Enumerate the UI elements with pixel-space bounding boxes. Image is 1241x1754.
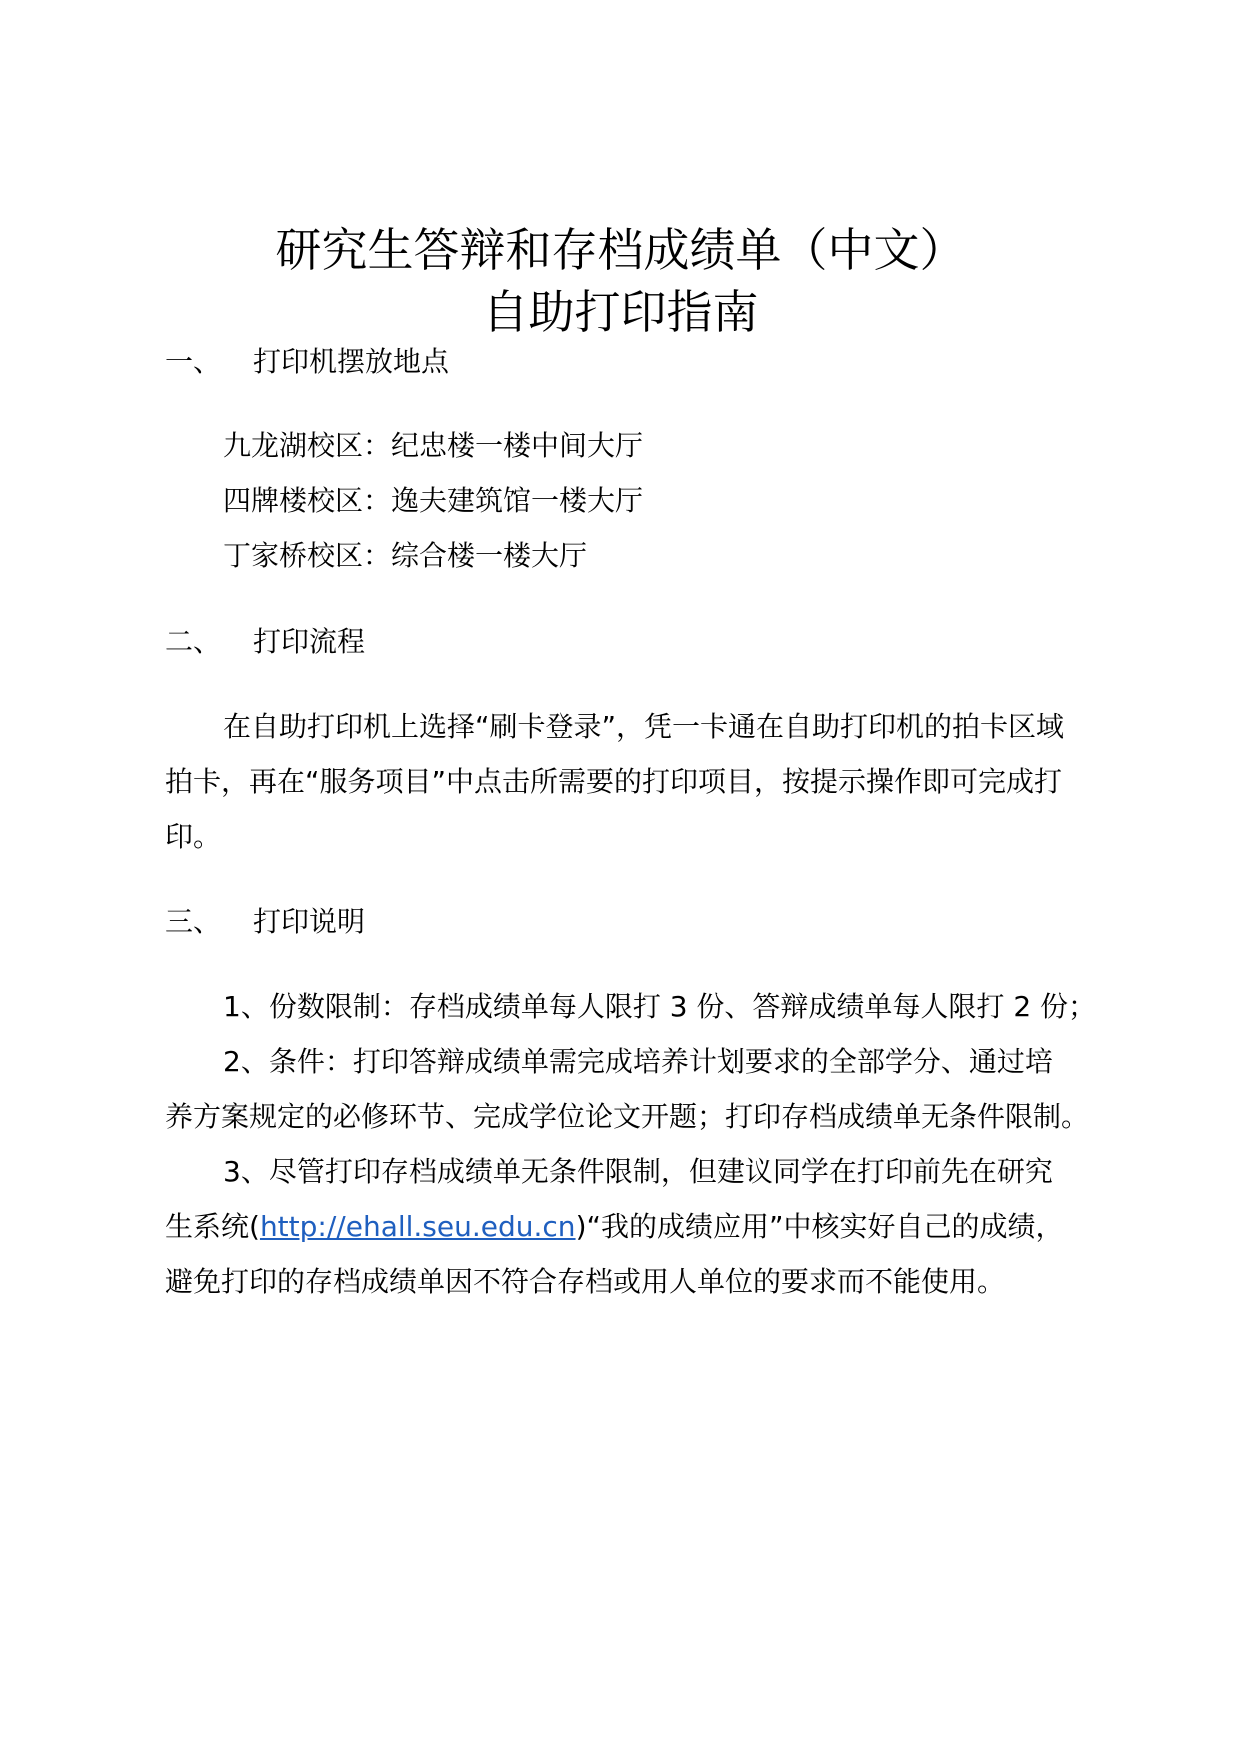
section-1-title: 打印机摆放地点 xyxy=(253,345,450,378)
note-2-conditions-line-2: 养方案规定的必修环节、完成学位论文开题；打印存档成绩单无条件限制。 xyxy=(165,1100,1090,1133)
section-3-heading xyxy=(165,902,365,942)
location-line-dingjiaqiao: 丁家桥校区：综合楼一楼大厅 xyxy=(223,539,588,572)
location-line-sipailou: 四牌楼校区：逸夫建筑馆一楼大厅 xyxy=(223,484,644,517)
section-2-heading xyxy=(165,622,365,662)
section-2-number: 二、 xyxy=(165,625,222,658)
document-title-line-1: 研究生答辩和存档成绩单（中文） xyxy=(275,223,966,277)
section-2-title: 打印流程 xyxy=(253,625,366,658)
section-1-number: 一、 xyxy=(165,345,222,378)
note-3-text-before-link: 生系统( xyxy=(165,1210,260,1243)
section-3-number: 三、 xyxy=(165,905,222,938)
section-3-title: 打印说明 xyxy=(253,905,366,938)
process-paragraph-line-2: 拍卡，再在“服务项目”中点击所需要的打印项目，按提示操作即可完成打 xyxy=(165,765,1063,798)
process-paragraph-line-3: 印。 xyxy=(165,820,222,853)
note-3-advice-line-3: 避免打印的存档成绩单因不符合存档或用人单位的要求而不能使用。 xyxy=(165,1265,1006,1298)
note-2-conditions-line-1: 2、条件：打印答辩成绩单需完成培养计划要求的全部学分、通过培 xyxy=(223,1045,1053,1078)
note-3-advice-line-1: 3、尽管打印存档成绩单无条件限制，但建议同学在打印前先在研究 xyxy=(223,1155,1053,1188)
note-3-text-after-link: )“我的成绩应用”中核实好自己的成绩， xyxy=(575,1210,1064,1243)
ehall-link[interactable]: http://ehall.seu.edu.cn xyxy=(259,1210,576,1243)
note-3-advice-line-2 xyxy=(165,1207,1064,1247)
document-title-line-2: 自助打印指南 xyxy=(482,285,759,339)
note-1-copy-limit: 1、份数限制：存档成绩单每人限打 3 份、答辩成绩单每人限打 2 份； xyxy=(223,990,1097,1023)
process-paragraph-line-1: 在自助打印机上选择“刷卡登录”，凭一卡通在自助打印机的拍卡区域 xyxy=(223,710,1065,743)
section-1-heading xyxy=(165,342,449,382)
location-line-jiulonghu: 九龙湖校区：纪忠楼一楼中间大厅 xyxy=(223,429,644,462)
